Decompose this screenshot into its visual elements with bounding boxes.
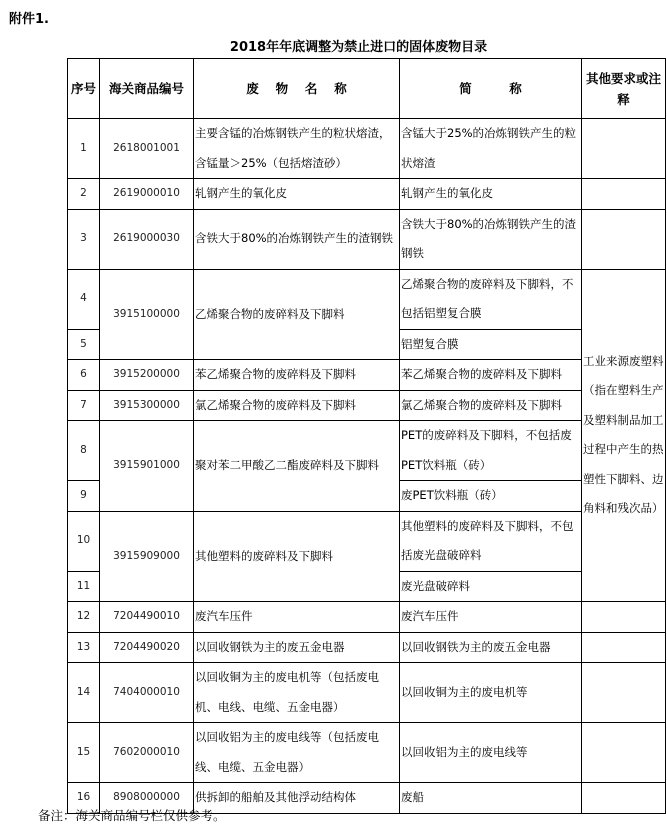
waste-name-cell: 主要含锰的冶炼钢铁产生的粒状熔渣，含锰量＞25%（包括熔渣砂）	[194, 119, 400, 179]
customs-code-cell: 2618001001	[100, 119, 194, 179]
serial-number-cell: 4	[68, 269, 100, 329]
remarks-cell	[582, 632, 666, 663]
short-name-cell: 以回收铝为主的废电线等	[400, 723, 582, 783]
remarks-cell	[582, 602, 666, 633]
table-row	[68, 511, 666, 571]
waste-name-cell: 轧钢产生的氧化皮	[194, 179, 400, 210]
waste-name-cell: 供拆卸的船舶及其他浮动结构体	[194, 783, 400, 814]
short-name-cell: 苯乙烯聚合物的废碎料及下脚料	[400, 360, 582, 391]
short-name-cell: 废光盘破碎料	[400, 571, 582, 602]
serial-number-cell: 2	[68, 179, 100, 210]
waste-name-cell: 苯乙烯聚合物的废碎料及下脚料	[194, 360, 400, 391]
attachment-label: 附件1.	[9, 12, 49, 27]
table-row	[68, 663, 666, 723]
waste-name-cell: 废汽车压件	[194, 602, 400, 633]
serial-number-cell: 13	[68, 632, 100, 663]
remarks-cell	[582, 783, 666, 814]
short-name-cell: 铝塑复合膜	[400, 329, 582, 360]
serial-number-cell: 15	[68, 723, 100, 783]
customs-code-cell: 3915300000	[100, 390, 194, 421]
table-row	[68, 632, 666, 663]
waste-name-cell: 以回收铜为主的废电机等（包括废电机、电线、电缆、五金电器）	[194, 663, 400, 723]
waste-name-cell: 以回收铝为主的废电线等（包括废电线、电缆、五金电器）	[194, 723, 400, 783]
header-serial: 序号	[68, 59, 100, 119]
customs-code-cell: 3915100000	[100, 269, 194, 360]
table-row	[68, 360, 666, 391]
remarks-cell	[582, 179, 666, 210]
short-name-cell: 其他塑料的废碎料及下脚料，不包括废光盘破碎料	[400, 511, 582, 571]
footnote: 备注：海关商品编号栏仅供参考。	[38, 808, 226, 823]
table-row	[68, 179, 666, 210]
customs-code-cell: 8908000000	[100, 783, 194, 814]
remarks-cell	[582, 209, 666, 269]
customs-code-cell: 7602000010	[100, 723, 194, 783]
short-name-cell: 废船	[400, 783, 582, 814]
waste-name-cell: 以回收钢铁为主的废五金电器	[194, 632, 400, 663]
document-title: 2018年年底调整为禁止进口的固体废物目录	[229, 40, 488, 55]
table-header-row	[68, 59, 666, 119]
table-row	[68, 723, 666, 783]
header-customs-code: 海关商品编号	[100, 59, 194, 119]
waste-name-cell: 含铁大于80%的冶炼钢铁产生的渣钢铁	[194, 209, 400, 269]
waste-name-cell: 聚对苯二甲酸乙二酯废碎料及下脚料	[194, 421, 400, 512]
waste-name-cell: 其他塑料的废碎料及下脚料	[194, 511, 400, 602]
table-row	[68, 390, 666, 421]
remarks-cell	[582, 723, 666, 783]
table-row	[68, 602, 666, 633]
customs-code-cell: 2619000010	[100, 179, 194, 210]
serial-number-cell: 12	[68, 602, 100, 633]
short-name-cell: PET的废碎料及下脚料，不包括废PET饮料瓶（砖）	[400, 421, 582, 481]
header-remarks: 其他要求或注释	[582, 59, 666, 119]
short-name-cell: 氯乙烯聚合物的废碎料及下脚料	[400, 390, 582, 421]
serial-number-cell: 5	[68, 329, 100, 360]
short-name-cell: 以回收铜为主的废电机等	[400, 663, 582, 723]
serial-number-cell: 16	[68, 783, 100, 814]
short-name-cell: 含铁大于80%的冶炼钢铁产生的渣钢铁	[400, 209, 582, 269]
serial-number-cell: 10	[68, 511, 100, 571]
serial-number-cell: 11	[68, 571, 100, 602]
table-row	[68, 119, 666, 179]
header-waste-name: 废 物 名 称	[194, 59, 400, 119]
serial-number-cell: 14	[68, 663, 100, 723]
short-name-cell: 轧钢产生的氧化皮	[400, 179, 582, 210]
remarks-cell: 工业来源废塑料（指在塑料生产及塑料制品加工过程中产生的热塑性下脚料、边角料和残次品）	[582, 269, 666, 602]
short-name-cell: 废汽车压件	[400, 602, 582, 633]
short-name-cell: 含锰大于25%的冶炼钢铁产生的粒状熔渣	[400, 119, 582, 179]
customs-code-cell: 3915909000	[100, 511, 194, 602]
waste-catalog-table	[67, 58, 666, 814]
customs-code-cell: 7204490020	[100, 632, 194, 663]
short-name-cell: 乙烯聚合物的废碎料及下脚料，不包括铝塑复合膜	[400, 269, 582, 329]
remarks-cell	[582, 119, 666, 179]
customs-code-cell: 3915200000	[100, 360, 194, 391]
short-name-cell: 废PET饮料瓶（砖）	[400, 481, 582, 512]
remarks-cell	[582, 663, 666, 723]
table-row	[68, 269, 666, 329]
customs-code-cell: 2619000030	[100, 209, 194, 269]
serial-number-cell: 9	[68, 481, 100, 512]
short-name-cell: 以回收钢铁为主的废五金电器	[400, 632, 582, 663]
table-row	[68, 209, 666, 269]
customs-code-cell: 7204490010	[100, 602, 194, 633]
waste-name-cell: 乙烯聚合物的废碎料及下脚料	[194, 269, 400, 360]
serial-number-cell: 1	[68, 119, 100, 179]
table-row	[68, 421, 666, 481]
serial-number-cell: 3	[68, 209, 100, 269]
customs-code-cell: 3915901000	[100, 421, 194, 512]
serial-number-cell: 6	[68, 360, 100, 391]
customs-code-cell: 7404000010	[100, 663, 194, 723]
header-short-name: 简 称	[400, 59, 582, 119]
serial-number-cell: 7	[68, 390, 100, 421]
waste-name-cell: 氯乙烯聚合物的废碎料及下脚料	[194, 390, 400, 421]
serial-number-cell: 8	[68, 421, 100, 481]
